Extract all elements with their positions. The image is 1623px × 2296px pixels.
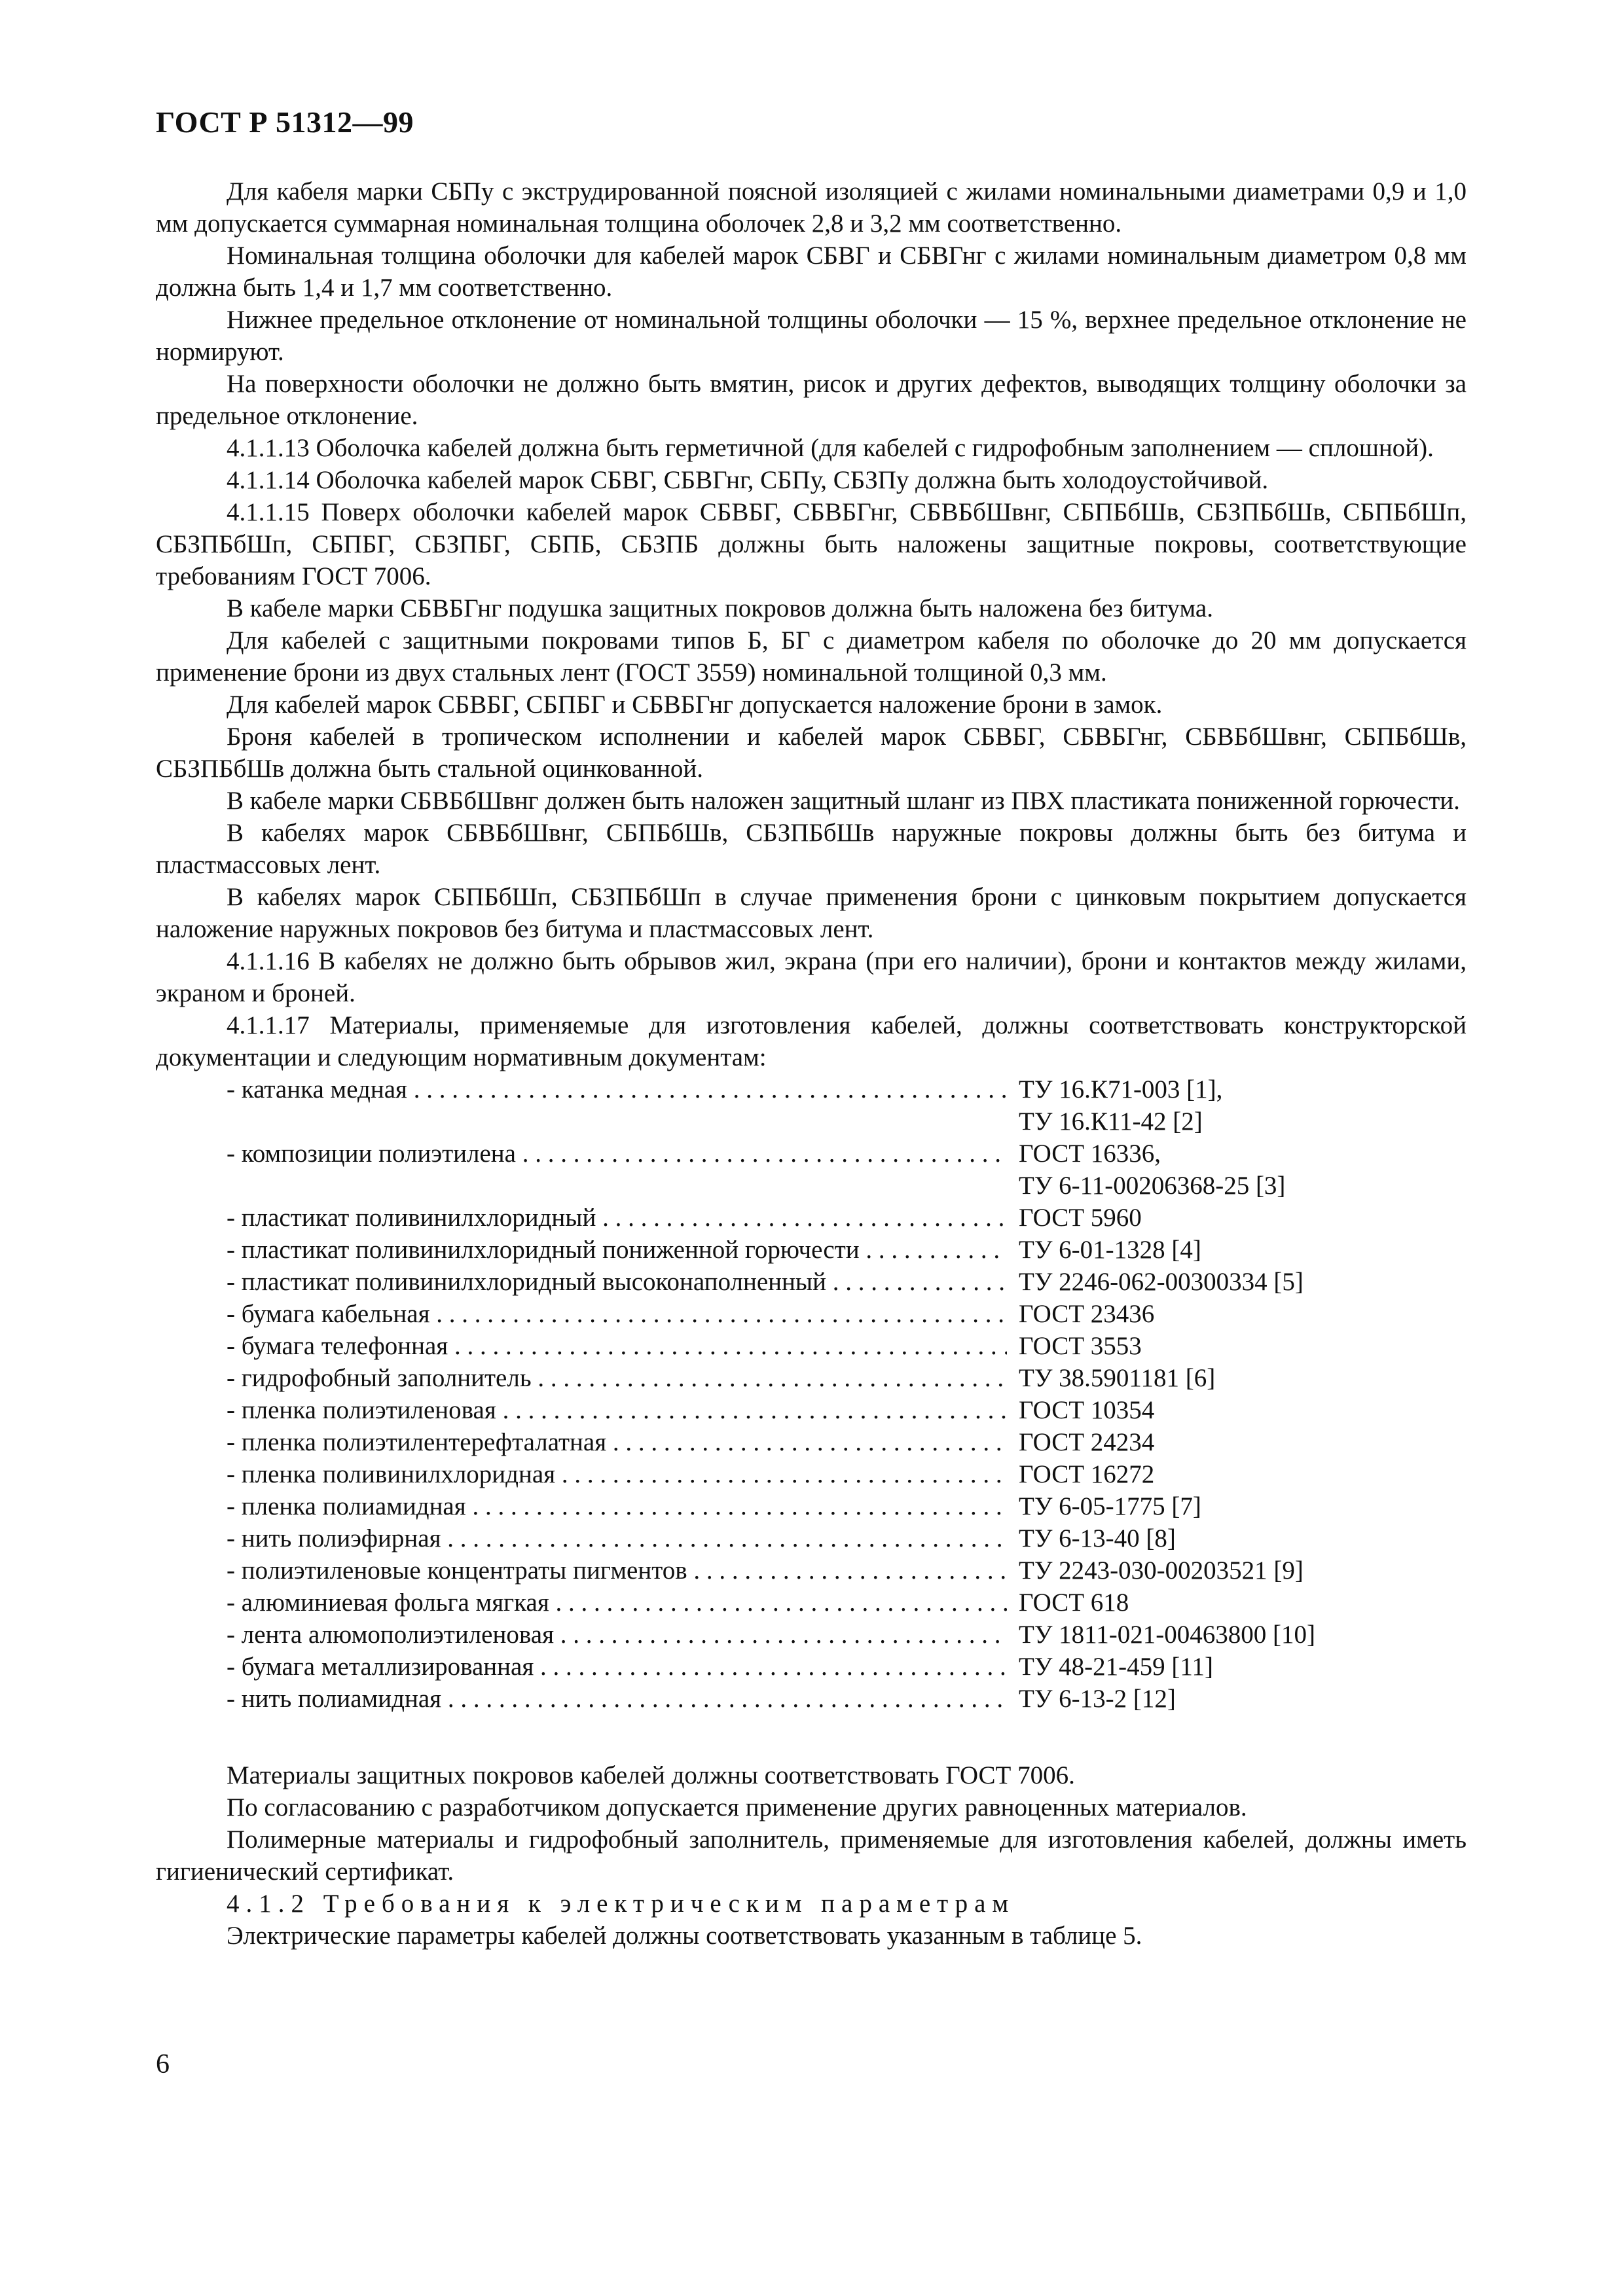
paragraph: 4.1.1.16 В кабелях не должно быть обрывов жил, экрана (при его наличии), брони и контактов между жилами, экраном и броней. <box>156 947 1467 1007</box>
material-standard: ТУ 6-13-40 [8] <box>1019 1524 1176 1552</box>
material-name: - пленка полиэтилентерефталатная . . . <box>156 1426 1007 1458</box>
paragraphs-top <box>156 175 1467 1073</box>
document-header: ГОСТ Р 51312—99 <box>156 105 414 139</box>
paragraph: Полимерные материалы и гидрофобный заполнитель, применяемые для изготовления кабелей, должны иметь гигиенический сертификат. <box>156 1825 1467 1886</box>
material-row <box>156 1458 1467 1490</box>
material-row <box>156 1651 1467 1683</box>
material-standard: ТУ 6-01-1328 [4] <box>1019 1236 1201 1264</box>
material-standard: ГОСТ 5960 <box>1019 1204 1142 1232</box>
paragraph: Номинальная толщина оболочки для кабелей марок СБВГ и СБВГнг с жилами номинальным диаметром 0,8 мм должна быть 1,4 и 1,7 мм соответственно. <box>156 242 1467 302</box>
material-name: - пластикат поливинилхлоридный высоконаполненный . . . <box>156 1266 1007 1298</box>
paragraph: Для кабеля марки СБПу с экструдированной поясной изоляцией с жилами номинальными диаметрами 0,9 и 1,0 мм допускается суммарная номинальная толщина оболочек 2,8 и 3,2 мм соответственно. <box>156 177 1467 238</box>
material-row <box>156 1362 1467 1394</box>
material-row <box>156 1073 1467 1138</box>
material-row <box>156 1554 1467 1587</box>
material-name: - пленка полиамидная . . . <box>156 1490 1007 1522</box>
paragraph: 4.1.1.17 Материалы, применяемые для изготовления кабелей, должны соответствовать конструкторской документации и следующим нормативным документам: <box>156 1011 1467 1071</box>
material-name: - алюминиевая фольга мягкая . . . <box>156 1587 1007 1619</box>
material-standard: ГОСТ 16272 <box>1019 1460 1155 1488</box>
material-name: - пластикат поливинилхлоридный . . . <box>156 1202 1007 1234</box>
paragraphs-bottom <box>156 1759 1467 1888</box>
material-name: - пленка поливинилхлоридная . . . <box>156 1458 1007 1490</box>
material-row <box>156 1619 1467 1651</box>
material-standard: ГОСТ 24234 <box>1019 1428 1155 1456</box>
paragraph: Для кабелей с защитными покровами типов Б, БГ с диаметром кабеля по оболочке до 20 мм допускается применение брони из двух стальных лент (ГОСТ 3559) номинальной толщиной 0,3 мм. <box>156 626 1467 687</box>
material-name: - нить полиэфирная . . . <box>156 1522 1007 1554</box>
paragraph: 4.1.1.15 Поверх оболочки кабелей марок СБВБГ, СБВБГнг, СБВБбШвнг, СБПБбШв, СБЗПБбШв, СБПБбШп, СБЗПБбШп, СБПБГ, СБЗПБГ, СБПБ, СБЗПБ должны быть наложены защитные покровы, соответствующие требованиям ГОСТ 7006. <box>156 498 1467 590</box>
paragraph: Для кабелей марок СБВБГ, СБПБГ и СБВБГнг допускается наложение брони в замок. <box>227 691 1163 719</box>
material-row <box>156 1426 1467 1458</box>
paragraph: Нижнее предельное отклонение от номинальной толщины оболочки — 15 %, верхнее предельное отклонение не нормируют. <box>156 306 1467 366</box>
paragraph: В кабеле марки СБВБГнг подушка защитных покровов должна быть наложена без битума. <box>227 594 1213 622</box>
material-standard: ТУ 38.5901181 [6] <box>1019 1364 1216 1392</box>
paragraph: В кабеле марки СБВБбШвнг должен быть наложен защитный шланг из ПВХ пластиката пониженной горючести. <box>227 787 1460 815</box>
material-standard: ГОСТ 10354 <box>1019 1396 1155 1424</box>
material-row <box>156 1298 1467 1330</box>
paragraph: 4.1.1.14 Оболочка кабелей марок СБВГ, СБВГнг, СБПу, СБЗПу должна быть холодоустойчивой. <box>227 466 1269 494</box>
material-standard: ТУ 6-05-1775 [7] <box>1019 1492 1201 1520</box>
material-name: - композиции полиэтилена . . . <box>156 1138 1007 1170</box>
material-standard: ТУ 6-13-2 [12] <box>1019 1685 1176 1713</box>
material-row <box>156 1330 1467 1362</box>
material-name: - нить полиамидная . . . <box>156 1683 1007 1715</box>
paragraph: На поверхности оболочки не должно быть вмятин, рисок и других дефектов, выводящих толщину оболочки за предельное отклонение. <box>156 370 1467 430</box>
material-name: - бумага металлизированная . . . <box>156 1651 1007 1683</box>
material-name: - пластикат поливинилхлоридный пониженной горючести . . . <box>156 1234 1007 1266</box>
material-row <box>156 1234 1467 1266</box>
material-row <box>156 1394 1467 1426</box>
spacer <box>156 1715 1467 1759</box>
material-row <box>156 1587 1467 1619</box>
paragraph: В кабелях марок СБПБбШп, СБЗПБбШп в случае применения брони с цинковым покрытием допускается наложение наружных покровов без битума и пластмассовых лент. <box>156 883 1467 943</box>
paragraph: Материалы защитных покровов кабелей должны соответствовать ГОСТ 7006. <box>227 1761 1075 1789</box>
material-name: - лента алюмополиэтиленовая . . . <box>156 1619 1007 1651</box>
material-name: - катанка медная . . . <box>156 1073 1007 1105</box>
material-row <box>156 1266 1467 1298</box>
material-standard: ГОСТ 16336, ТУ 6-11-00206368-25 [3] <box>1019 1139 1286 1200</box>
material-row <box>156 1490 1467 1522</box>
material-standard: ГОСТ 23436 <box>1019 1300 1155 1328</box>
material-standard: ТУ 48-21-459 [11] <box>1019 1653 1213 1681</box>
paragraph: По согласованию с разработчиком допускается применение других равноценных материалов. <box>227 1793 1247 1821</box>
paragraph: Броня кабелей в тропическом исполнении и кабелей марок СБВБГ, СБВБГнг, СБВБбШвнг, СБПБбШв, СБЗПБбШв должна быть стальной оцинкованной. <box>156 723 1467 783</box>
material-name: - бумага кабельная . . . <box>156 1298 1007 1330</box>
material-standard: ГОСТ 3553 <box>1019 1332 1142 1360</box>
material-standard: ГОСТ 618 <box>1019 1588 1129 1617</box>
page-number: 6 <box>156 2049 170 2079</box>
material-standard: ТУ 2243-030-00203521 [9] <box>1019 1556 1304 1585</box>
paragraph: 4.1.1.13 Оболочка кабелей должна быть герметичной (для кабелей с гидрофобным заполнением — сплошной). <box>227 434 1434 462</box>
material-standard: ТУ 16.К71-003 [1], ТУ 16.К11-42 [2] <box>1019 1075 1223 1136</box>
material-row <box>156 1202 1467 1234</box>
material-name: - гидрофобный заполнитель . . . <box>156 1362 1007 1394</box>
section-heading: 4.1.2 Требования к электрическим параметрам <box>227 1890 1015 1918</box>
material-name: - пленка полиэтиленовая . . . <box>156 1394 1007 1426</box>
material-standard: ТУ 2246-062-00300334 [5] <box>1019 1268 1304 1296</box>
materials-list <box>156 1073 1467 1715</box>
paragraph: В кабелях марок СБВБбШвнг, СБПБбШв, СБЗПБбШв наружные покровы должны быть без битума и пластмассовых лент. <box>156 819 1467 879</box>
document-body <box>156 175 1467 1952</box>
material-name: - полиэтиленовые концентраты пигментов . . . <box>156 1554 1007 1587</box>
final-paragraph: Электрические параметры кабелей должны соответствовать указанным в таблице 5. <box>227 1922 1142 1950</box>
material-standard: ТУ 1811-021-00463800 [10] <box>1019 1621 1315 1649</box>
material-row <box>156 1138 1467 1202</box>
material-name: - бумага телефонная . . . <box>156 1330 1007 1362</box>
material-row <box>156 1522 1467 1554</box>
material-row <box>156 1683 1467 1715</box>
